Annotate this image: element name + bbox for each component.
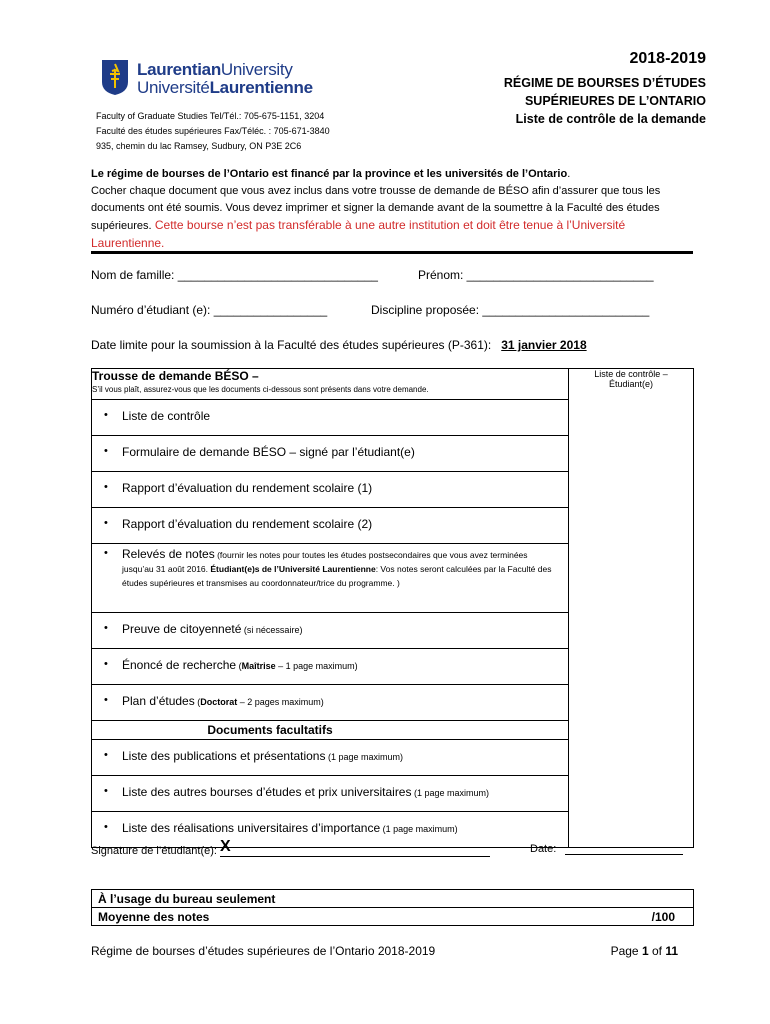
first-name-field[interactable]: Prénom: ____________________________ <box>418 268 654 282</box>
contact-line-1: Faculty of Graduate Studies Tel/Tél.: 705-675-1151, 3204 <box>96 111 325 121</box>
checklist-row: • Liste de contrôle <box>92 400 569 436</box>
date-field[interactable] <box>565 842 683 855</box>
checklist-row: • Plan d’études (Doctorat – 2 pages maximum) <box>92 685 569 721</box>
student-number-field[interactable]: Numéro d’étudiant (e): _________________ <box>91 303 328 317</box>
logo-text-english: LaurentianUniversity <box>137 60 293 79</box>
signature-field[interactable]: X <box>220 838 490 857</box>
checklist-row: • Preuve de citoyenneté (si nécessaire) <box>92 613 569 649</box>
page-number: Page 1 of 11 <box>610 944 678 958</box>
logo-text-french: UniversitéLaurentienne <box>137 78 313 97</box>
grade-average-row: Moyenne des notes /100 <box>92 908 694 926</box>
checklist-row: • Relevés de notes (fournir les notes pour toutes les études postsecondaires que vous avez terminées jusqu’au 31 août 2016. Étudiant(e)s de l’Université Laurentienne: Vos notes seront calculées par la Faculté des études supérieures et transmises au coordonnateur/trice du programme. ) <box>92 544 569 613</box>
checklist-row: • Énoncé de recherche (Maîtrise – 1 page maximum) <box>92 649 569 685</box>
date-label: Date: <box>530 843 557 855</box>
document-title-line-3: Liste de contrôle de la demande <box>515 112 706 126</box>
intro-paragraph: Le régime de bourses de l’Ontario est financé par la province et les universités de l’Ontario. Cocher chaque document que vous avez inclus dans votre trousse de demande de BÉSO afin d’assurer que tous les documents ont été soumis. Vous devez imprimer et signer la demande avant de la soumettre à la Faculté des études supérieures. Cette bourse n’est pas transférable à une autre institution et doit être tenue à l’Université Laurentienne. <box>91 168 661 250</box>
optional-documents-header-row <box>92 721 569 740</box>
checklist-row: • Liste des publications et présentations (1 page maximum) <box>92 740 569 776</box>
checklist-header <box>92 369 569 400</box>
checklist-item-label: Rapport d’évaluation du rendement scolaire (1) <box>122 481 373 495</box>
optional-documents-header: Documents facultatifs <box>207 723 333 737</box>
checklist-table <box>91 368 694 848</box>
deadline-date: 31 janvier 2018 <box>501 338 587 352</box>
signature-line <box>91 838 490 857</box>
last-name-field[interactable]: Nom de famille: ______________________________ <box>91 268 378 282</box>
checklist-row: • Liste des autres bourses d’études et prix universitaires (1 page maximum) <box>92 776 569 812</box>
student-checklist-header: Liste de contrôle – Étudiant(e) <box>594 369 668 389</box>
grade-average-field[interactable]: /100 <box>651 909 675 924</box>
section-divider <box>91 251 693 254</box>
logo-emblem-icon <box>100 58 130 96</box>
contact-line-2: Faculté des études supérieures Fax/Téléc. : 705-671-3840 <box>96 126 330 136</box>
office-use-heading: À l’usage du bureau seulement <box>92 890 694 908</box>
checklist-row: • Rapport d’évaluation du rendement scolaire (2) <box>92 508 569 544</box>
deadline-line: Date limite pour la soumission à la Faculté des études supérieures (P-361): 31 janvier 2018 <box>91 338 587 352</box>
discipline-field[interactable]: Discipline proposée: _________________________ <box>371 303 650 317</box>
checklist-item-label: Liste de contrôle <box>122 409 211 423</box>
checklist-subtitle: S’il vous plaît, assurez-vous que les documents ci-dessous sont présents dans votre demande. <box>92 385 429 394</box>
date-line <box>530 842 683 855</box>
document-title-line-1: RÉGIME DE BOURSES D’ÉTUDES <box>503 76 706 90</box>
signature-label: Signature de l’étudiant(e): <box>91 845 217 857</box>
contact-line-3: 935, chemin du lac Ramsey, Sudbury, ON P3E 2C6 <box>96 141 302 151</box>
document-title-line-2: SUPÉRIEURES DE L’ONTARIO <box>524 94 706 108</box>
checklist-title: Trousse de demande BÉSO – <box>92 369 259 383</box>
footer-title: Régime de bourses d’études supérieures de l’Ontario 2018-2019 <box>91 944 436 958</box>
checklist-row: • Formulaire de demande BÉSO – signé par l’étudiant(e) <box>92 436 569 472</box>
checklist-item-label: Formulaire de demande BÉSO – signé par l’étudiant(e) <box>122 445 415 459</box>
office-use-table <box>91 889 694 926</box>
checklist-row: • Rapport d’évaluation du rendement scolaire (1) <box>92 472 569 508</box>
document-year: 2018-2019 <box>629 50 706 67</box>
checklist-item-label: Rapport d’évaluation du rendement scolaire (2) <box>122 517 373 531</box>
checklist-row: • Liste des réalisations universitaires d’importance (1 page maximum) <box>92 812 569 848</box>
student-checklist-column[interactable] <box>569 369 694 848</box>
